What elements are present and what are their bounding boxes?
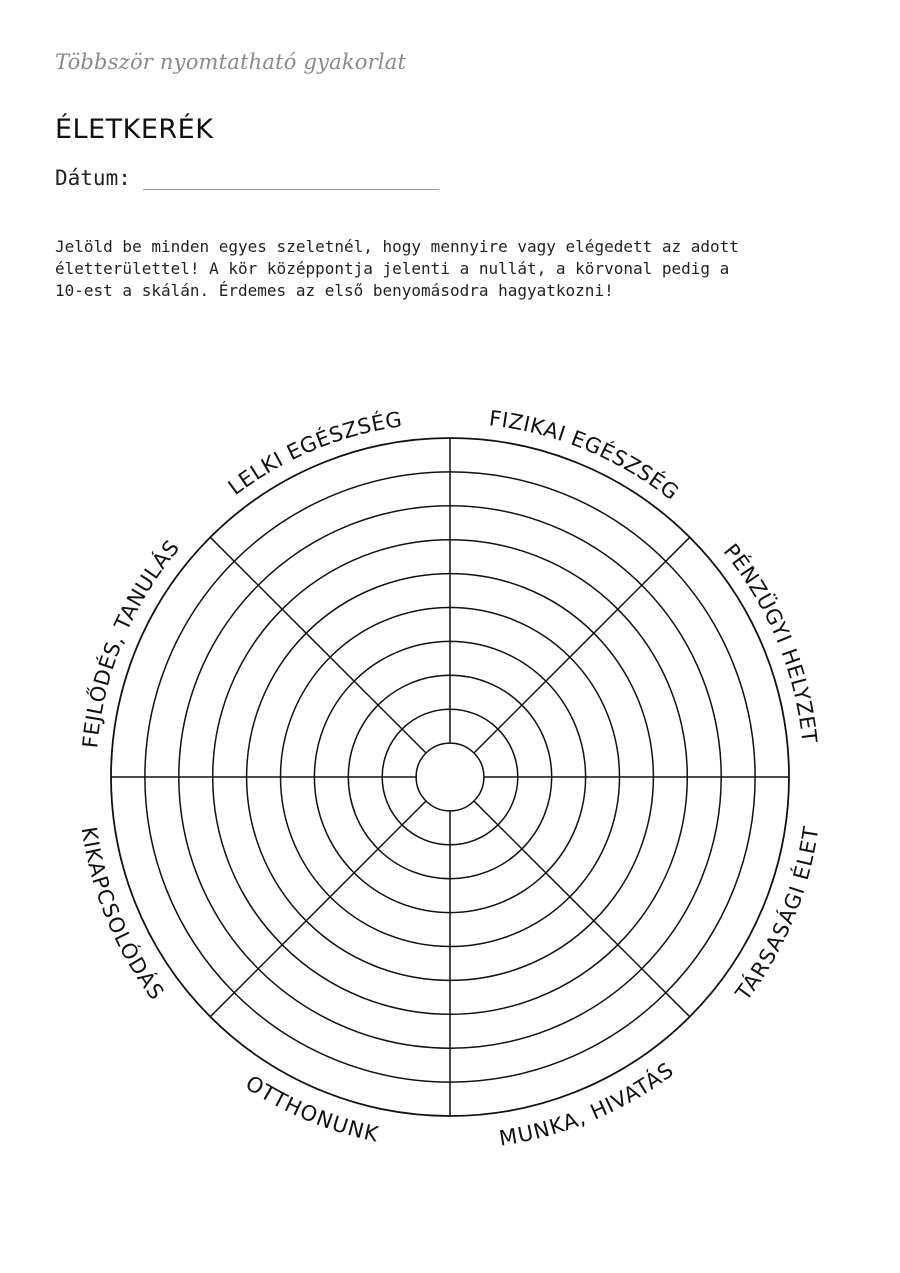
date-label: Dátum: xyxy=(55,166,131,190)
wheel-segment-label: MUNKA, HIVATÁS xyxy=(497,1058,679,1151)
wheel-spoke xyxy=(474,801,690,1017)
wheel-segment-label: KIKAPCSOLÓDÁS xyxy=(76,825,169,1005)
wheel-ring xyxy=(416,743,484,811)
wheel-segment-label: TÁRSASÁGI ÉLET xyxy=(731,824,824,1005)
wheel-segment-label: LELKI EGÉSZSÉG xyxy=(223,407,404,500)
wheel-spoke xyxy=(210,537,426,753)
wheel-segment-label: FEJLŐDÉS, TANULÁS xyxy=(78,535,185,750)
wheel-segment-label: OTTHONUNK xyxy=(241,1070,381,1147)
wheel-segment-label: PÉNZÜGYI HELYZET xyxy=(718,539,822,745)
wheel-spokes xyxy=(111,438,789,1116)
instructions-text: Jelöld be minden egyes szeletnél, hogy mennyire vagy elégedett az adott életterülettel! A kör középpontja jelenti a nullát, a körvonal pedig a 10-est a skálán. Érdemes az első benyomásodra hagyatkozni! xyxy=(55,237,739,300)
page-subtitle: Többször nyomtatható gyakorlat xyxy=(55,50,407,74)
wheel-spoke xyxy=(210,801,426,1017)
wheel-segment-label: FIZIKAI EGÉSZSÉG xyxy=(487,406,684,505)
page-title: ÉLETKERÉK xyxy=(55,114,214,145)
wheel-spoke xyxy=(474,537,690,753)
